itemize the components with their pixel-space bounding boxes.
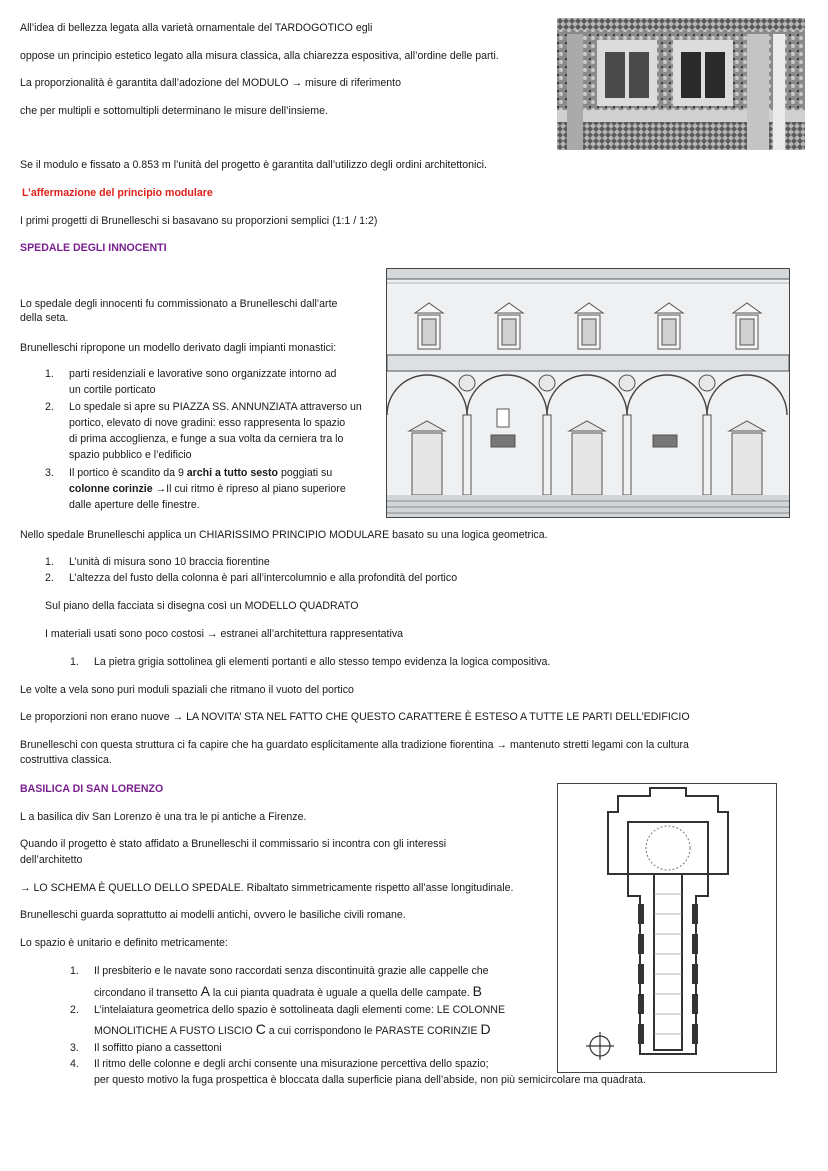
intro-line: che per multipli e sottomultipli determinano le misure dell’insieme. bbox=[20, 105, 328, 117]
list-number: 3. bbox=[70, 1042, 79, 1054]
list-item: MONOLITICHE A FUSTO LISCIO C a cui corrispondono le PARASTE CORINZIE D bbox=[94, 1021, 491, 1037]
facade-photo bbox=[557, 18, 805, 150]
section-heading-spedale: SPEDALE DEGLI INNOCENTI bbox=[20, 242, 167, 254]
list-item: dalle aperture delle finestre. bbox=[69, 499, 200, 511]
list-number: 2. bbox=[70, 1004, 79, 1016]
intro-line: Se il modulo e fissato a 0.853 m l’unità del progetto è garantita dall’utilizzo degli ordini architettonici. bbox=[20, 159, 487, 171]
intro-line: All’idea di bellezza legata alla varietà ornamentale del TARDOGOTICO egli bbox=[20, 22, 373, 34]
intro-line: La proporzionalità è garantita dall’adozione del MODULO → misure di riferimento bbox=[20, 77, 401, 89]
spedale-text: Lo spedale degli innocenti fu commissionato a Brunelleschi dall’arte bbox=[20, 298, 338, 310]
list-item: L’unità di misura sono 10 braccia fiorentine bbox=[69, 556, 270, 568]
list-number: 4. bbox=[70, 1058, 79, 1070]
list-item: Il ritmo delle colonne e degli archi consente una misurazione percettiva dello spazio; bbox=[94, 1058, 489, 1070]
list-number: 3. bbox=[45, 467, 54, 479]
list-number: 1. bbox=[70, 656, 79, 668]
list-number: 2. bbox=[45, 401, 54, 413]
spedale-text: Nello spedale Brunelleschi applica un CHIARISSIMO PRINCIPIO MODULARE basato su una logica geometrica. bbox=[20, 529, 548, 541]
spedale-text: Brunelleschi con questa struttura ci fa capire che ha guardato esplicitamente alla tradizione fiorentina → mantenuto stretti legami con la cultura bbox=[20, 739, 689, 751]
spedale-text: della seta. bbox=[20, 312, 69, 324]
list-item: portico, elevato di nove gradini: esso rappresenta lo spazio bbox=[69, 417, 346, 429]
spedale-text: Sul piano della facciata si disegna così un MODELLO QUADRATO bbox=[45, 600, 359, 612]
list-item: un cortile porticato bbox=[69, 384, 156, 396]
lorenzo-text: Lo spazio è unitario e definito metricamente: bbox=[20, 937, 228, 949]
lorenzo-text: dell’architetto bbox=[20, 854, 83, 866]
list-item: parti residenziali e lavorative sono organizzate intorno ad bbox=[69, 368, 337, 380]
spedale-text: Le proporzioni non erano nuove → LA NOVITA’ STA NEL FATTO CHE QUESTO CARATTERE È ESTESO A TUTTE LE PARTI DELL’EDIFICIO bbox=[20, 711, 690, 723]
lorenzo-text: L a basilica div San Lorenzo è una tra le pi antiche a Firenze. bbox=[20, 811, 307, 823]
list-item: colonne corinzie →Il cui ritmo è ripreso al piano superiore bbox=[69, 483, 346, 495]
spedale-text: I materiali usati sono poco costosi → estranei all’architettura rappresentativa bbox=[45, 628, 404, 640]
list-item: Il soffitto piano a cassettoni bbox=[94, 1042, 222, 1054]
spedale-text: costruttiva classica. bbox=[20, 754, 112, 766]
list-item: spazio pubblico e l’edificio bbox=[69, 449, 192, 461]
section-heading-modular: L’affermazione del principio modulare bbox=[22, 187, 213, 199]
list-number: 1. bbox=[45, 556, 54, 568]
spedale-text: Brunelleschi ripropone un modello derivato dagli impianti monastici: bbox=[20, 342, 337, 354]
list-item: La pietra grigia sottolinea gli elementi portanti e allo stesso tempo evidenza la logica compositiva. bbox=[94, 656, 551, 668]
list-item: L’altezza del fusto della colonna è pari all’intercolumnio e alla profondità del portico bbox=[69, 572, 458, 584]
list-item: di prima accoglienza, e funge a sua volta da cerniera tra lo bbox=[69, 433, 344, 445]
san-lorenzo-plan bbox=[557, 783, 777, 1073]
list-item: Il portico è scandito da 9 archi a tutto sesto poggiati su bbox=[69, 467, 333, 479]
lorenzo-text: Brunelleschi guarda soprattutto ai modelli antichi, ovvero le basiliche civili romane. bbox=[20, 909, 406, 921]
list-number: 1. bbox=[45, 368, 54, 380]
list-item: circondano il transetto A la cui pianta quadrata è uguale a quella delle campate. B bbox=[94, 983, 482, 999]
list-item: Lo spedale si apre su PIAZZA SS. ANNUNZIATA attraverso un bbox=[69, 401, 362, 413]
lorenzo-text: → LO SCHEMA È QUELLO DELLO SPEDALE. Ribaltato simmetricamente rispetto all’asse longitudinale. bbox=[20, 882, 514, 894]
list-item: per questo motivo la fuga prospettica è bloccata dalla superficie piana dell’abside, non più semicircolare ma quadrata. bbox=[94, 1074, 646, 1086]
lorenzo-text: Quando il progetto è stato affidato a Brunelleschi il commissario si incontra con gli interessi bbox=[20, 838, 447, 850]
intro-line: oppose un principio estetico legato alla misura classica, alla chiarezza espositiva, all’ordine delle parti. bbox=[20, 50, 499, 62]
list-number: 2. bbox=[45, 572, 54, 584]
modular-line: I primi progetti di Brunelleschi si basavano su proporzioni semplici (1:1 / 1:2) bbox=[20, 215, 378, 227]
spedale-facade-drawing bbox=[386, 268, 790, 518]
list-item: Il presbiterio e le navate sono raccordati senza discontinuità grazie alle cappelle che bbox=[94, 965, 489, 977]
list-item: L’intelaiatura geometrica dello spazio è sottolineata dagli elementi come: LE COLONNE bbox=[94, 1004, 506, 1016]
spedale-text: Le volte a vela sono puri moduli spaziali che ritmano il vuoto del portico bbox=[20, 684, 354, 696]
section-heading-lorenzo: BASILICA DI SAN LORENZO bbox=[20, 783, 164, 795]
list-number: 1. bbox=[70, 965, 79, 977]
